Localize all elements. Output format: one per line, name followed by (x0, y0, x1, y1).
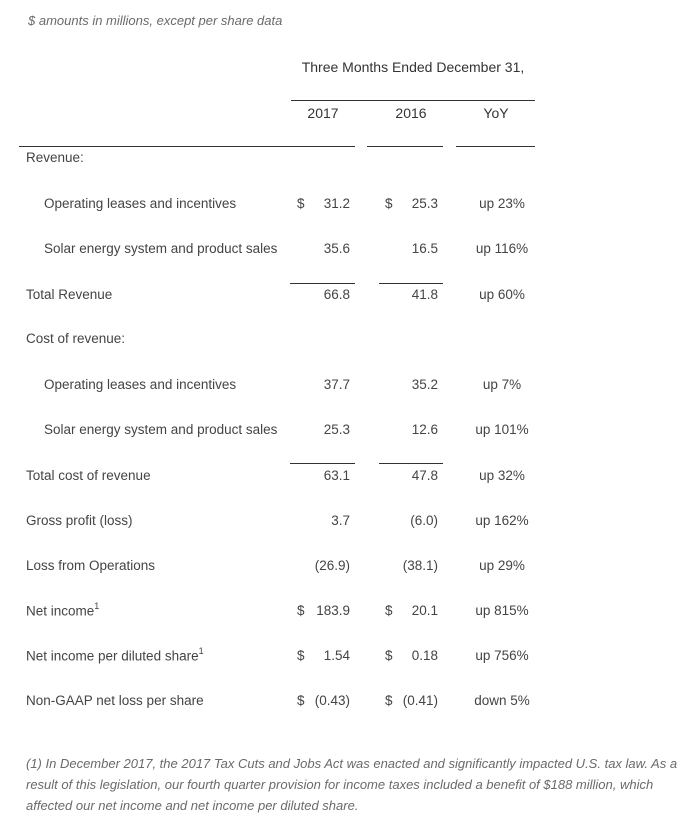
row-label: Operating leases and incentives (44, 196, 237, 211)
value-yoy: up 162% (475, 513, 529, 528)
currency-2016: $ (385, 648, 393, 663)
currency-2017: $ (297, 196, 305, 211)
cost-section-label: Cost of revenue: (26, 331, 126, 346)
value-2016: 12.6 (411, 422, 438, 437)
currency-2017: $ (297, 648, 305, 663)
value-yoy: up 116% (475, 241, 529, 256)
value-2017: 35.6 (323, 241, 350, 256)
footnote-marker: 1 (94, 601, 100, 611)
value-2017: 25.3 (323, 422, 350, 437)
value-yoy: up 7% (482, 377, 522, 392)
value-yoy: up 23% (479, 196, 525, 211)
value-2017: 37.7 (323, 377, 350, 392)
value-2016: 0.18 (411, 648, 438, 663)
row-label: Solar energy system and product sales (44, 241, 278, 256)
value-2017: 3.7 (331, 513, 350, 528)
currency-2017: $ (297, 693, 305, 708)
value-2017: 66.8 (323, 287, 350, 302)
row-label-text: Net income (26, 603, 95, 619)
value-2017: 183.9 (316, 603, 350, 618)
row-label: Operating leases and incentives (44, 377, 237, 392)
footnote-marker: 1 (198, 646, 204, 656)
value-2017: (0.43) (314, 693, 350, 708)
row-label (26, 602, 99, 619)
row-label: Non-GAAP net loss per share (26, 693, 204, 708)
column-header-2016: 2016 (395, 105, 427, 121)
header-rule-yoy (456, 146, 535, 147)
row-label: Loss from Operations (26, 558, 156, 573)
header-rule-2016 (367, 146, 443, 147)
value-yoy: down 5% (474, 693, 530, 708)
row-label: Total cost of revenue (26, 468, 151, 483)
value-2016: (0.41) (402, 693, 438, 708)
value-2017: 1.54 (323, 648, 350, 663)
value-yoy: up 32% (479, 468, 525, 483)
currency-2016: $ (385, 196, 393, 211)
currency-2017: $ (297, 603, 305, 618)
value-2016: 41.8 (411, 287, 438, 302)
value-yoy: up 815% (475, 603, 529, 618)
value-2016: (6.0) (410, 513, 438, 528)
row-label (26, 647, 204, 664)
value-2017: (26.9) (314, 558, 350, 573)
value-2017: 31.2 (323, 196, 350, 211)
value-yoy: up 756% (475, 648, 529, 663)
period-header: Three Months Ended December 31, (301, 59, 525, 75)
header-rule-label (19, 146, 355, 147)
subtotal-rule-2017 (290, 463, 355, 464)
value-yoy: up 101% (475, 422, 529, 437)
footnote: (1) In December 2017, the 2017 Tax Cuts and Jobs Act was enacted and significantly impacted U.S. tax law. As a result of this legislation, our fourth quarter provision for income taxes included a benefit of $188 million, which affected our net income and net income per diluted share. (26, 756, 678, 813)
row-label: Gross profit (loss) (26, 513, 133, 528)
value-2017: 63.1 (323, 468, 350, 483)
value-2016: 16.5 (411, 241, 438, 256)
value-yoy: up 29% (479, 558, 525, 573)
column-header-yoy: YoY (483, 105, 509, 121)
column-header-2017: 2017 (307, 105, 339, 121)
row-label-text: Net income per diluted share (26, 648, 199, 664)
value-2016: 25.3 (411, 196, 438, 211)
subtotal-rule-2016 (379, 463, 443, 464)
row-label: Total Revenue (26, 287, 113, 302)
subtotal-rule-2017 (290, 283, 355, 284)
currency-2016: $ (385, 693, 393, 708)
subtotal-rule-2016 (379, 283, 443, 284)
amounts-note: $ amounts in millions, except per share data (28, 13, 283, 28)
period-rule (291, 100, 535, 101)
value-yoy: up 60% (479, 287, 525, 302)
value-2016: 47.8 (411, 468, 438, 483)
value-2016: 20.1 (411, 603, 438, 618)
currency-2016: $ (385, 603, 393, 618)
value-2016: (38.1) (402, 558, 438, 573)
value-2016: 35.2 (411, 377, 438, 392)
row-label: Solar energy system and product sales (44, 422, 278, 437)
revenue-section-label: Revenue: (26, 150, 84, 165)
